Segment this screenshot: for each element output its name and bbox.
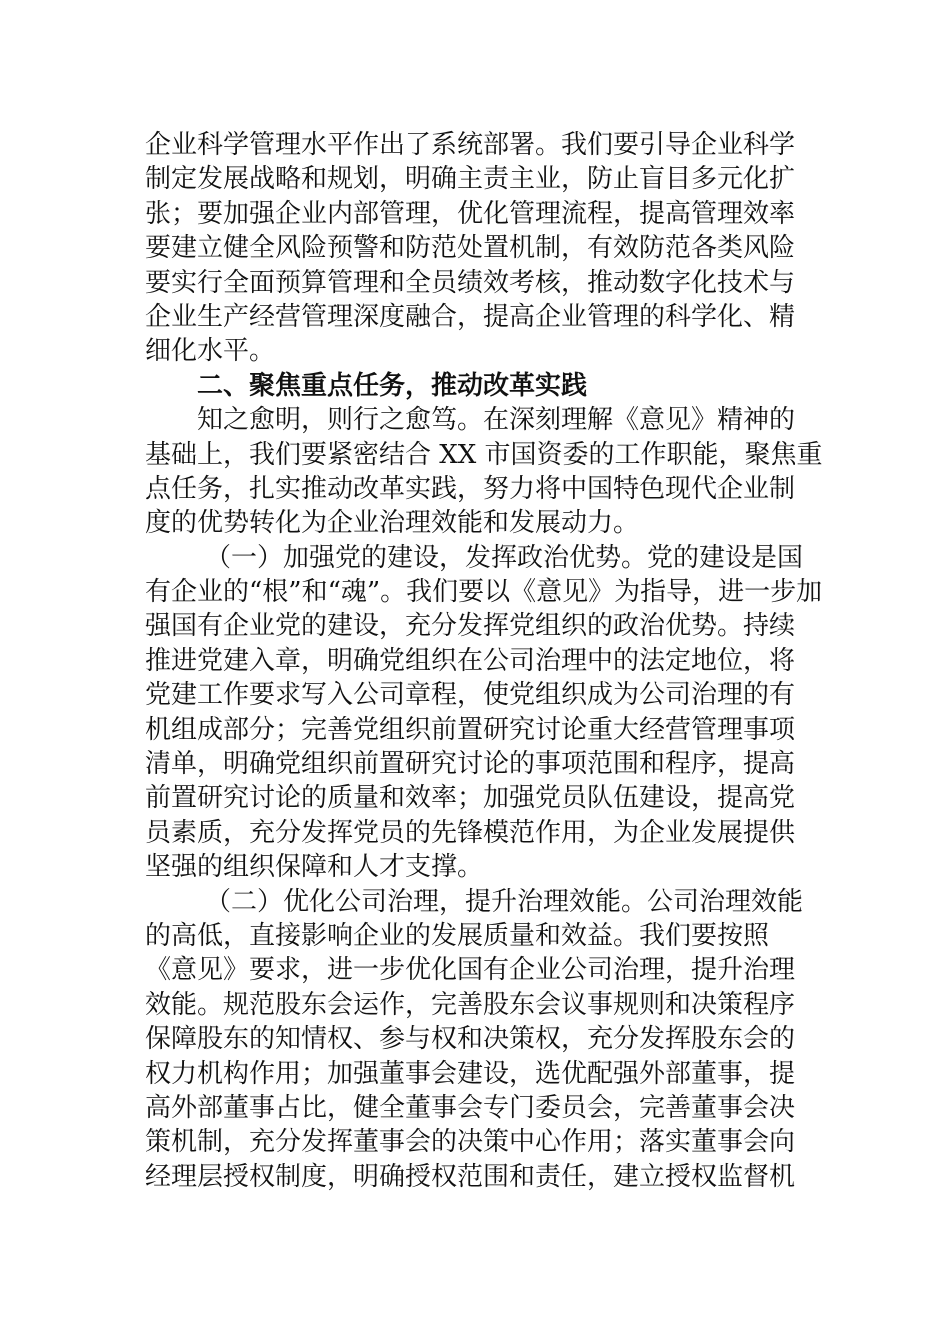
text-line: 保障股东的知情权、参与权和决策权，充分发挥股东会的 (145, 1024, 796, 1055)
text-line: 员素质，充分发挥党员的先锋模范作用，为企业发展提供 (145, 817, 796, 848)
text-line: 高外部董事占比，健全董事会专门委员会，完善董事会决 (145, 1092, 796, 1123)
text-line: 《意见》要求，进一步优化国有企业公司治理，提升治理 (145, 955, 796, 986)
text-line: 企业科学管理水平作出了系统部署。我们要引导企业科学 (145, 130, 796, 160)
text-line: 张；要加强企业内部管理，优化管理流程，提高管理效率 (145, 198, 796, 229)
text-line: 要实行全面预算管理和全员绩效考核，推动数字化技术与 (145, 267, 796, 298)
text-line: 经理层授权制度，明确授权范围和责任，建立授权监督机 (145, 1161, 796, 1192)
text-line: 度的优势转化为企业治理效能和发展动力。 (145, 508, 640, 539)
text-line: 强国有企业党的建设，充分发挥党组织的政治优势。持续 (145, 611, 796, 642)
subsection-first-line: （二）优化公司治理，提升治理效能。公司治理效能 (205, 886, 804, 917)
text-line: 清单，明确党组织前置研究讨论的事项范围和程序，提高 (145, 749, 796, 780)
text-line: 权力机构作用；加强董事会建设，选优配强外部董事，提 (145, 1058, 796, 1089)
paragraph-first-line: 知之愈明，则行之愈笃。在深刻理解《意见》精神的 (197, 405, 796, 436)
text-line: 推进党建入章，明确党组织在公司治理中的法定地位，将 (145, 645, 796, 676)
text-line: 基础上，我们要紧密结合 XX 市国资委的工作职能，聚焦重 (145, 439, 823, 470)
text-line: 党建工作要求写入公司章程，使党组织成为公司治理的有 (145, 680, 796, 711)
section-heading: 二、聚焦重点任务，推动改革实践 (197, 370, 588, 401)
text-line: 的高低，直接影响企业的发展质量和效益。我们要按照 (145, 920, 770, 951)
document-body (145, 128, 823, 1194)
text-line: 前置研究讨论的质量和效率；加强党员队伍建设，提高党 (145, 783, 796, 814)
text-line: 细化水平。 (145, 336, 276, 367)
text-line: 企业生产经营管理深度融合，提高企业管理的科学化、精 (145, 301, 796, 332)
subsection-first-line: （一）加强党的建设，发挥政治优势。党的建设是国 (205, 542, 804, 573)
text-line: 效能。规范股东会运作，完善股东会议事规则和决策程序 (145, 989, 796, 1020)
text-line: 机组成部分；完善党组织前置研究讨论重大经营管理事项 (145, 714, 796, 745)
text-line: 要建立健全风险预警和防范处置机制，有效防范各类风险 (145, 233, 796, 264)
text-line: 坚强的组织保障和人才支撑。 (145, 852, 484, 883)
text-line: 点任务，扎实推动改革实践，努力将中国特色现代企业制 (145, 473, 796, 504)
text-line: 制定发展战略和规划，明确主责主业，防止盲目多元化扩 (145, 164, 796, 195)
text-line: 有企业的“根”和“魂”。我们要以《意见》为指导，进一步加 (145, 577, 823, 608)
text-line: 策机制，充分发挥董事会的决策中心作用；落实董事会向 (145, 1127, 796, 1158)
